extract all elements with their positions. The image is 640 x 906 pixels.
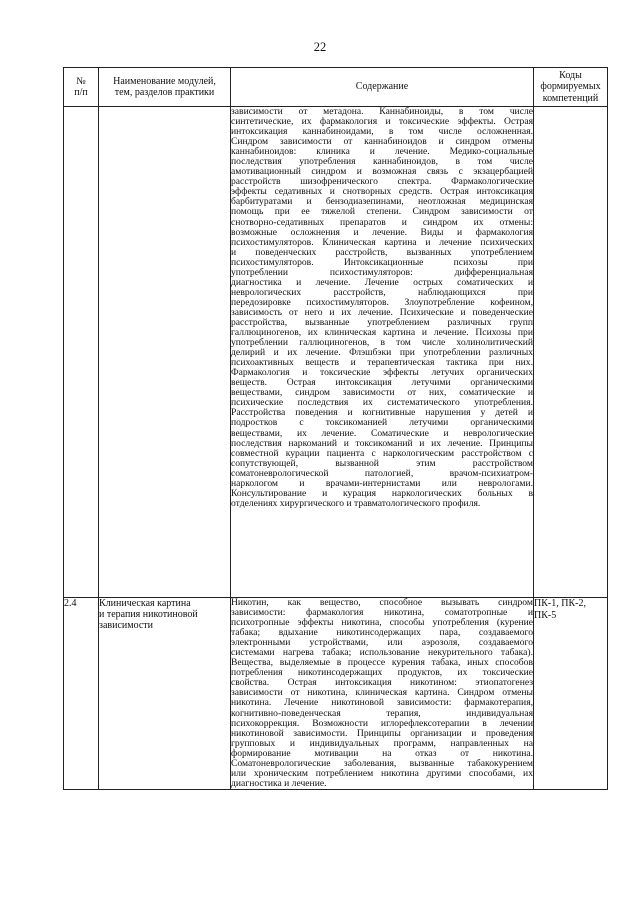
- content-line: зависимости от никотина, клиническая картина. Синдром отмены: [231, 688, 533, 699]
- module-name-line: и терапия никотиновой: [99, 609, 198, 621]
- content-line: Расстройства поведения и когнитивные нарушения у детей и: [231, 408, 533, 419]
- content-line: Никотин, как вещество, способное вызывать синдром: [231, 598, 533, 608]
- content-line: наркологом и врачами-интернистами или неврологами.: [231, 478, 533, 489]
- content-line: диагностика и лечение. Лечение острых соматических и: [231, 277, 533, 288]
- header-competency-codes: [534, 68, 608, 107]
- content-line: неврологических расстройств, наблюдающихся при: [231, 287, 533, 298]
- content-line: передозировке психостимуляторов. Злоупотребление кофеином,: [231, 297, 533, 308]
- content-line: веществами, их лечение. Соматические и неврологические: [231, 428, 533, 439]
- module-name: [99, 598, 231, 790]
- content-line: никотина. Лечение никотиновой зависимости: фармакотерапия,: [231, 698, 533, 709]
- content-line: делирий и их лечение. Флэшбэки при употреблении различных: [231, 348, 533, 359]
- content-line: возможные осложнения и лечение. Виды и фармакология: [231, 227, 533, 238]
- content-line: веществами, синдром зависимости от них, соматические и: [231, 388, 533, 399]
- content-line: групповых и индивидуальных программ, направленных на: [231, 738, 533, 749]
- content-line: и поведенческих расстройств, вызванных употреблением: [231, 247, 533, 258]
- header-module-name-line: тем, разделов практики: [114, 87, 215, 98]
- module-content: [231, 107, 534, 598]
- content-line: отделениях хирургического и травматологического профиля.: [231, 498, 481, 509]
- content-line: каннабиноидов: клиника и лечение. Медико-социальные: [231, 147, 533, 158]
- header-codes-line: Коды: [559, 69, 582, 81]
- content-line: галлюциногенов, их клиническая картина и лечение. Психозы при: [231, 328, 533, 339]
- content-line: зависимости от метадона. Каннабиноиды, в том числе: [231, 107, 533, 117]
- module-name-line: зависимости: [99, 620, 153, 632]
- content-line: последствия употребления каннабиноидов, в том числе: [231, 157, 533, 168]
- row-number: [64, 107, 99, 598]
- content-line: или хроническим потреблением никотина другими способами, их: [231, 768, 533, 779]
- content-line: последствия наркоманий и токсикоманий и их лечение. Принципы: [231, 438, 533, 449]
- header-content: Содержание: [231, 68, 534, 107]
- content-line: барбитуратами и бензодиазепинами, неотложная медицинская: [231, 197, 533, 208]
- content-line: употреблении галлюциногенов, в том числе холинолитический: [231, 338, 533, 349]
- content-line: Синдром зависимости от каннабиноидов и синдром отмены: [231, 137, 533, 148]
- header-codes-line: формируемых: [540, 81, 601, 93]
- content-line: соматоневрологической патологией, врачом-психиатром-: [231, 468, 533, 479]
- competency-codes-line: ПК-5: [534, 609, 557, 621]
- content-line: веществ. Острая интоксикация летучими органическими: [231, 378, 533, 389]
- content-line: амотивационный синдром и возможная связь с экзацербацией: [231, 167, 533, 178]
- content-line: Вещества, выделяемые в процессе курения табака, иных способов: [231, 658, 533, 669]
- content-line: системами нагрева табака; использование некурительного табака).: [231, 648, 533, 659]
- content-line: подростков с токсикоманией летучими органическими: [231, 418, 533, 429]
- content-line: интоксикация каннабиноидами, в том числе осложненная.: [231, 127, 533, 138]
- content-line: зависимость от него и их лечение. Психические и поведенческие: [231, 307, 533, 318]
- content-line: снотворно-седативных препаратов и синдром их отмены:: [231, 217, 533, 228]
- content-line: никотиновой зависимости. Принципы организации и проведения: [231, 728, 533, 739]
- content-line: формирование мотивации на отказ от никотина.: [231, 748, 533, 759]
- content-line: сопутствующей, вызванной этим расстройством: [231, 458, 533, 469]
- header-module-name: [99, 68, 231, 107]
- header-number-line: №: [76, 75, 86, 87]
- content-line: синтетические, их фармакология и токсические эффекты. Острая: [231, 117, 533, 128]
- content-line: помощь при ее тяжелой степени. Синдром зависимости от: [231, 207, 533, 218]
- header-number: [64, 68, 99, 107]
- content-line: Фармакология и токсические эффекты летучих органических: [231, 368, 533, 379]
- content-line: употреблении психостимуляторов: дифференциальная: [231, 267, 533, 278]
- content-line: психостимуляторов. Интоксикационные психозы при: [231, 257, 533, 268]
- content-line: психотропные эффекты никотина, способы употребления (курение: [231, 618, 533, 629]
- content-line: табака; вдыхание никотинсодержащих пара, создаваемого: [231, 628, 533, 639]
- page-number: 22: [313, 40, 327, 54]
- module-name: [99, 107, 231, 598]
- content-line: психические последствия их систематического употребления.: [231, 398, 533, 409]
- content-line: совместной курации пациента с наркологическим расстройством с: [231, 448, 533, 459]
- competency-codes: [534, 107, 608, 598]
- table-header-row: [64, 68, 608, 107]
- content-line: диагностика и лечение.: [231, 778, 327, 789]
- competency-codes: [534, 598, 608, 790]
- row-number: 2.4: [64, 598, 99, 790]
- content-line: электронными устройствами, или аэрозоля, создаваемого: [231, 638, 533, 649]
- competency-codes-line: ПК-1, ПК-2,: [534, 598, 586, 609]
- header-number-line: п/п: [74, 87, 88, 98]
- header-codes-line: компетенций: [542, 92, 599, 104]
- content-line: потребления никотинсодержащих продуктов, их токсические: [231, 668, 533, 679]
- content-line: свойства. Острая интоксикация никотином: этиопатогенез: [231, 678, 533, 689]
- module-name-line: Клиническая картина: [99, 598, 191, 609]
- header-module-name-line: Наименование модулей,: [113, 75, 216, 87]
- content-line: зависимости: фармакология никотина, соматотропные и: [231, 608, 533, 619]
- table-row: [64, 107, 608, 598]
- content-line: Соматоневрологические заболевания, вызванные табакокурением: [231, 758, 533, 769]
- content-line: расстройств шизофренического спектра. Фармакологические: [231, 177, 533, 188]
- content-line: когнитивно-поведенческая терапия, индивидуальная: [231, 708, 533, 719]
- content-line: эффекты седативных и снотворных средств. Острая интоксикация: [231, 187, 533, 198]
- content-line: расстройства, вызванные употреблением различных групп: [231, 317, 533, 328]
- content-line: Консультирование и курация наркологических больных в: [231, 488, 533, 499]
- table-row: [64, 598, 608, 790]
- content-line: психокоррекция. Возможности иглорефлексотерапии в лечении: [231, 718, 533, 729]
- curriculum-table: [63, 67, 608, 790]
- content-line: психоактивных веществ и терапевтическая тактика при них.: [231, 358, 533, 369]
- content-line: психостимуляторов. Клиническая картина и лечение психических: [231, 237, 533, 248]
- module-content: [231, 598, 534, 790]
